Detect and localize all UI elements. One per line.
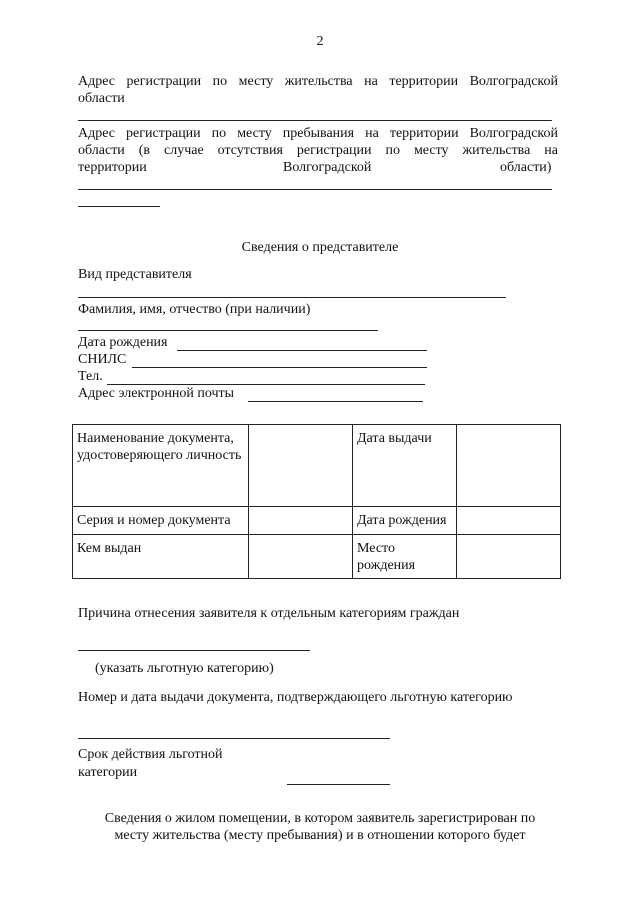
- table-row: [73, 507, 561, 535]
- representative-fio-label: Фамилия, имя, отчество (при наличии): [78, 302, 311, 317]
- representative-type-field[interactable]: [78, 297, 506, 298]
- address-residence-field[interactable]: [78, 120, 552, 121]
- issued-by-label: Кем выдан: [73, 535, 249, 579]
- representative-snils-field[interactable]: [132, 367, 427, 368]
- address-stay-label-line1: Адрес регистрации по месту пребывания на территории Волгоградской: [78, 126, 558, 141]
- table-birth-date-label: Дата рождения: [353, 507, 457, 535]
- address-stay-label-line3-part2: Волгоградской: [283, 160, 372, 175]
- table-row: [73, 535, 561, 579]
- table-row: [73, 425, 561, 507]
- issue-date-label: Дата выдачи: [353, 425, 457, 507]
- address-stay-field-continuation[interactable]: [78, 206, 160, 207]
- housing-heading-line2: месту жительства (месту пребывания) и в отношении которого будет: [114, 828, 526, 843]
- representative-email-label: Адрес электронной почты: [78, 386, 235, 401]
- identity-document-table: [72, 424, 561, 579]
- address-residence-label-line2: области: [78, 91, 125, 106]
- representative-phone-label: Тел.: [78, 369, 103, 384]
- representative-heading: Сведения о представителе: [241, 240, 399, 255]
- housing-heading-line1: Сведения о жилом помещении, в котором заявитель зарегистрирован по: [104, 811, 536, 826]
- benefit-validity-label-line2: категории: [78, 765, 138, 780]
- benefit-validity-label-line1: Срок действия льготной: [78, 747, 223, 762]
- doc-series-number-label: Серия и номер документа: [73, 507, 249, 535]
- doc-name-label: Наименование документа, удостоверяющего личность: [73, 425, 249, 507]
- doc-series-number-value[interactable]: [249, 507, 353, 535]
- benefit-validity-field[interactable]: [287, 784, 390, 785]
- benefit-category-hint: (указать льготную категорию): [95, 661, 274, 676]
- birth-place-label: Место рождения: [353, 535, 457, 579]
- page-number: 2: [316, 34, 324, 49]
- issued-by-value[interactable]: [249, 535, 353, 579]
- representative-snils-label: СНИЛС: [78, 352, 127, 367]
- benefit-document-label: Номер и дата выдачи документа, подтверждающего льготную категорию: [78, 690, 513, 705]
- representative-birth-date-label: Дата рождения: [78, 335, 168, 350]
- address-stay-label-line2: области (в случае отсутствия регистрации по месту жительства на: [78, 143, 558, 158]
- representative-email-field[interactable]: [248, 401, 423, 402]
- benefit-reason-field[interactable]: [78, 650, 310, 651]
- benefit-reason-label: Причина отнесения заявителя к отдельным категориям граждан: [78, 606, 460, 621]
- address-stay-field[interactable]: [78, 189, 552, 190]
- address-residence-label-line1: Адрес регистрации по месту жительства на территории Волгоградской: [78, 74, 558, 89]
- table-birth-date-value[interactable]: [457, 507, 561, 535]
- address-stay-label-line3-part1: территории: [78, 160, 147, 175]
- doc-name-value[interactable]: [249, 425, 353, 507]
- address-stay-label-line3-part3: области): [500, 160, 552, 175]
- representative-type-label: Вид представителя: [78, 267, 192, 282]
- birth-place-value[interactable]: [457, 535, 561, 579]
- representative-birth-date-field[interactable]: [177, 350, 427, 351]
- representative-fio-field[interactable]: [78, 330, 378, 331]
- benefit-document-field[interactable]: [78, 738, 390, 739]
- issue-date-value[interactable]: [457, 425, 561, 507]
